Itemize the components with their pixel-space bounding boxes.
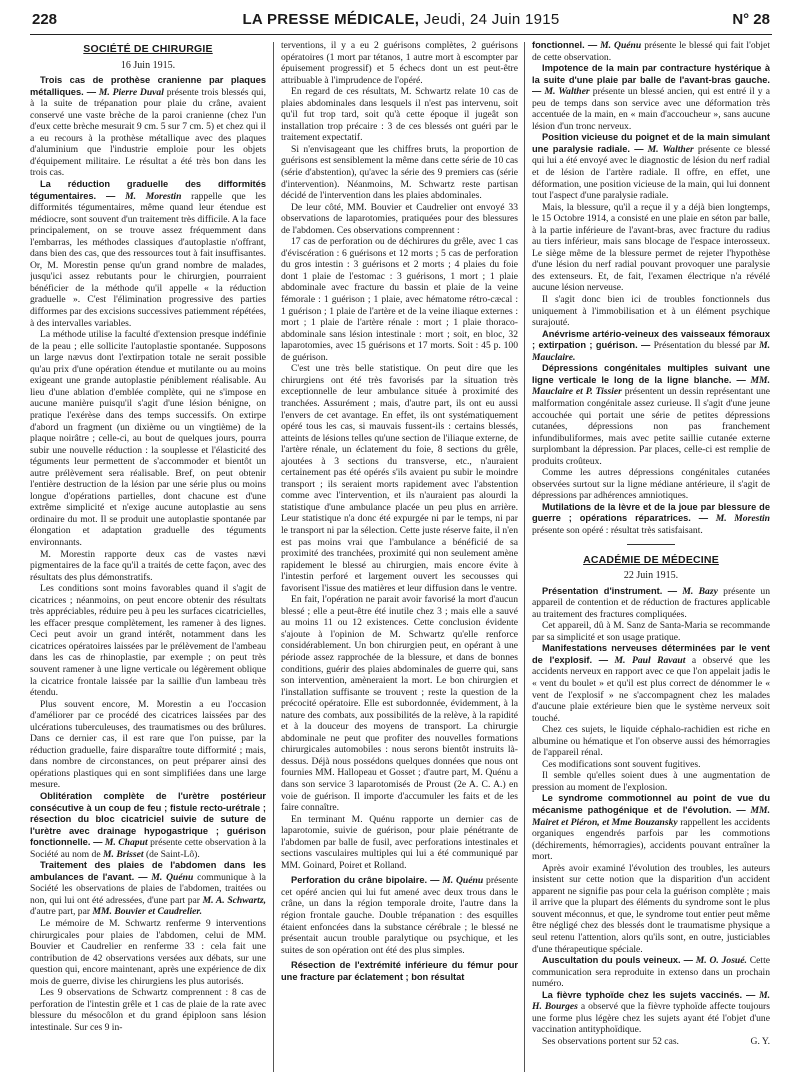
paragraph: Les 9 observations de Schwartz comprennent : 8 cas de perforation de l'intestin grêle et 1 cas de plaie de la rate avec blessure du mésocôlon et du grand épiploon sans lésion intestinale. Sur ces 9 in- [30,987,266,1033]
page-header [30,8,772,35]
column-rule [524,42,525,1072]
paragraph: C'est une très belle statistique. On peut dire que les chirurgiens ont été très favorisés par la situation très exceptionnelle de leur ambulance située à proximité des tranchées. Assurément ; mais, d'autre part, ils ont eu aussi l'envers de cet avantage. En effet, ils ont systématiquement opéré tous les cas, si mauvais fussent-ils : certains blessés, atteints de lésions telles qu'une section de l'iliaque externe, de l'artère rénale, un éclatement du foie, 8 sections du grêle, ajoutées à 3 sections du transverse, etc., n'auraient certainement pas été opérés s'ils avaient pu subir le moindre transport ; ils seraient morts rapidement avec l'abstention comme avec l'intervention, et ils n'auraient pas alourdi la statistique d'une ambulance placée un peu plus en arrière. Leur statistique n'a donc été expurgée ni par le temps, ni par le transport ni par la sélection. Cette juste réserve faite, il n'en est pas moins vrai que l'ambulance a bénéficié de sa proximité des tranchées, proximité qui non seulement amène rapidement le blessé au chirurgien, mais encore évite à l'intestin perforé et largement ouvert les secousses qui favorisent l'issue des matières et leur diffusion dans le ventre. [281,363,518,594]
article: Oblitération complète de l'urètre postérieur consécutive à un coup de feu ; fistule recto-urétrale ; résection du bloc cicatriciel suivie de suture de l'urètre avec drainage hypogastrique ; guérison fonctionnelle. — M. Chaput présente cette observation à la Société au nom de M. Brisset (de Saint-Lô). [30,791,266,860]
article: La réduction graduelle des difformités tégumentaires. — M. Morestin rappelle que les difformités tégumentaires, même quand leur étendue est médiocre, sont souvent d'un traitement très difficile. A la face principalement, on se trouve assez fréquemment dans l'embarras, les méthodes classiques d'autoplastie n'offrant, dans bien des cas, que des ressources tout à fait insuffisantes. Or, M. Morestin pense qu'un grand nombre de malades, jusqu'ici assez rebutants pour le chirurgien, pourraient bénéficier de la méthode qu'il appelle « la réduction graduelle ». C'est l'élimination progressive des parties difformes par des excisions successives patiemment répétées, à des intervalles variables. [30,179,266,329]
article: fonctionnel. — M. Quénu présente le blessé qui fait l'objet de cette observation. [532,40,770,63]
article: Traitement des plaies de l'abdomen dans les ambulances de l'avant. — M. Quénu communique à la Société les observations de plaies de l'abdomen, traitées ou non, qui lui ont été adressées, d'une part par M. A. Schwartz, d'autre part, par MM. Bouvier et Caudrelier. [30,860,266,918]
paragraph: terventions, il y a eu 2 guérisons complètes, 2 guérisons opératoires (1 mort par tétanos, 1 autre mort à escompter par épuisement progressif) et 5 échecs dont un est peut-être attribuable à l'imprudence de l'opéré. [281,40,518,86]
journal-name: LA PRESSE MÉDICALE, [242,11,420,28]
article: Auscultation du pouls veineux. — M. O. Josué. Cette communication sera reproduite in extenso dans un prochain numéro. [532,955,770,990]
paragraph: Ces modifications sont souvent fugitives. [542,758,701,770]
article: Position vicieuse du poignet et de la main simulant une paralysie radiale. — M. Walther présente ce blessé qui lui a été envoyé avec le diagnostic de lésion du nerf radial et de lésion de l'artère radiale. Il offre, en effet, une déformation, une position vicieuse de la main, qui lui donnent tout l'aspect d'une paralysie radiale. [532,132,770,202]
section-title: SOCIÉTÉ DE CHIRURGIE [83,43,213,55]
paragraph: En regard de ces résultats, M. Schwartz relate 10 cas de plaies abdominales dans lesquels il n'est pas intervenu, soit qu'il fut trop tard, soit qu'à cette époque il jugeât son installation trop précaire : 3 de ces blessés ont guéri par le traitement expectatif. [281,86,518,144]
section-separator [627,544,675,545]
paragraph: Le mémoire de M. Schwartz renferme 9 interventions chirurgicales pour plaies de l'abdomen, celui de MM. Bouvier et Caudrelier en renferme 33 : cela fait une contribution de 42 observations versées aux débats, sur une question qui, encore maintenant, après une expérience de dix mois de guerre, divise les chirurgiens les plus autorisés. [30,918,266,987]
issue-date: Jeudi, 24 Juin 1915 [423,11,560,28]
issue-number: N° 28 [732,11,770,28]
signature: G. Y. [750,1035,770,1047]
section-title: ACADÉMIE DE MÉDECINE [583,553,719,566]
paragraph: Il s'agit donc bien ici de troubles fonctionnels dus uniquement à l'immobilisation et à un élément psychique surajouté. [532,294,770,329]
paragraph: La méthode utilise la faculté d'extension presque indéfinie de la peau ; elle sollicite l'autoplastie spontanée. Supposons un large nævus dont l'extirpation totale ne serait possible qu'au prix d'une opération étendue et mutilante ou au moins exigeant une grande autoplastie péniblement réalisable. Au lieu d'une ablation d'emblée complète, qui ne s'impose en aucune manière puisqu'il s'agit d'une lésion bénigne, on pratique l'exérèse dans des temps successifs. On extirpe d'abord un fragment (un dixième ou un vingtième) de la plaque noirâtre ; celle-ci, au bout de quelques jours, pourra subir une nouvelle réduction : la souplesse et l'élasticité des téguments leur permettent de s'accommoder et bientôt un autre prélèvement sera réalisable. Bref, on peut obtenir l'entière destruction de la lésion par une série plus ou moins longue d'opérations partielles, dont chacune est d'une extrême simplicité et n'exige aucune autoplastie au sens ordinaire du mot. Il se produit une autoplastie spontanée par élongation et adaptation graduelle des téguments environnants. [30,329,266,548]
column-1 [30,40,266,1074]
article: Présentation d'instrument. — M. Bazy présente un appareil de contention et de réduction de fractures applicable au traitement des fractures compliquées. [532,585,770,620]
column-rule [273,42,274,1072]
column-2 [281,40,518,1074]
article: Résection de l'extrémité inférieure du fémur pour une fracture par éclatement ; bon résultat [281,960,518,982]
paragraph: En terminant M. Quénu rapporte un dernier cas de laparotomie, suivie de guérison, pour plaie pénétrante de l'abdomen par balle de fusil, avec perforations intestinales et sections vasculaires multiples qui lui a été communiqué par MM. Goinard, Poiret et Rolland. [281,813,518,871]
section-date: 16 Juin 1915. [120,59,176,71]
section-date: 22 Juin 1915. [623,570,679,582]
paragraph: Mais, la blessure, qu'il a reçue il y a déjà bien longtemps, le 15 Octobre 1914, a consisté en une plaie en séton par balle, à la partie inférieure de l'avant-bras, avec fracture du radius au tiers inférieur, mais sans blocage de l'espace interosseux. Le siège même de la blessure permet de rejeter l'hypothèse d'une lésion du nerf radial pouvant provoquer une paralysie des extenseurs. Et, de fait, l'examen électrique n'a révélé aucune lésion nerveuse. [532,201,770,294]
paragraph: 17 cas de perforation ou de déchirures du grêle, avec 1 cas d'éviscération : 6 guérisons et 12 morts ; 5 cas de perforation du gros intestin : 3 guérisons et 2 morts ; 4 plaies du foie dont 1 plaie de l'estomac : 3 guérisons, 1 mort ; 1 plaie abdominale avec fracture du bassin et plaie de la veine fémorale : 1 guérison ; 1 plaie, avec hématome rétro-cæcal : 1 guérison ; 1 plaie de l'artère et de la veine iliaque externes : mort ; 1 plaie de l'artère rénale : mort ; 1 plaie thoraco-abdominale sans lésion intestinale : mort ; soit, en bloc, 32 laparotomies, avec 15 guérisons et 17 morts. Soit : 45 p. 100 de guérison. [281,236,518,363]
paragraph: Cet appareil, dû à M. Sanz de Santa-Maria se recommande par sa simplicité et son usage pratique. [532,620,770,643]
journal-title [30,11,772,28]
article: Impotence de la main par contracture hystérique à la suite d'une plaie par balle de l'avant-bras gauche. — M. Walther présente un blessé ancien, qui est entré il y a peu de temps dans son service avec une déformation très accentuée de la main, en « main d'accoucheur », sans aucune lésion d'un tronc nerveux. [532,63,770,132]
paragraph: De leur côté, MM. Bouvier et Caudrelier ont envoyé 33 observations de laparotomies, pratiquées pour des blessures de l'abdomen. Ces observations comprennent : [281,201,518,236]
page-number: 228 [32,11,58,28]
article: Anévrisme artério-veineux des vaisseaux fémoraux ; extirpation ; guérison. — Présentation du blessé par M. Mauclaire. [532,328,770,363]
paragraph: Ses observations portent sur 52 cas. G. Y. [542,1035,770,1047]
article: Dépressions congénitales multiples suivant une ligne verticale le long de la ligne blanche. — MM. Mauclaire et P. Tissier présentent un dessin représentant une malformation congénitale assez curieuse. Il s'agit d'une jeune accouchée qui portait une série de petites dépressions cutanées, dépressions non pas franchement infundibuliformes, mais avec petite saillie cutanée externe surplombant la dépression. Par places, celle-ci est remplie de produits croûteux. [532,363,770,467]
paragraph: Chez ces sujets, le liquide céphalo-rachidien est riche en albumine ou hématique et l'on observe aussi des hémorragies de l'appareil rénal. [532,724,770,759]
paragraph: Si n'envisageant que les chiffres bruts, la proportion de guérisons est sensiblement la même dans cette série de 10 cas (série d'abstention), qu'avec la série des 9 premiers cas (série d'intervention). Néanmoins, M. Schwartz reste partisan décidé de l'intervention dans les plaies abdominales. [281,143,518,202]
article: Mutilations de la lèvre et de la joue par blessure de guerre ; opérations réparatrices. — M. Morestin présente son opéré : résultat très satisfaisant. [532,501,770,536]
article: Perforation du crâne bipolaire. — M. Quénu présente cet opéré ancien qui lui fut amené avec deux trous dans le crâne, un dans la région temporale droite, l'autre dans la région frontale gauche. Double trépanation : des esquilles étaient enfoncées dans la substance cérébrale ; le blessé ne présentait aucun trouble paralytique ou psychique, et les suites de son opération ont été des plus simples. [281,875,518,956]
paragraph: M. Morestin rapporte deux cas de vastes nævi pigmentaires de la face qu'il a traités de cette façon, avec des résultats des plus démonstratifs. [30,548,266,583]
paragraph: Il semble qu'elles soient dues à une augmentation de pression au moment de l'explosion. [532,770,770,793]
paragraph: Après avoir examiné l'évolution des troubles, les auteurs insistent sur cette notion que la disparition d'un accident apparent ne signifie pas pour cela la guérison complète ; mais il arrive que la plupart des éléments du syndrome sont le plus souvent méconnus, et que, le syndrome tout entier peut même être négligé chez des blessés dont le traumatisme physique a seul retenu l'attention, alors qu'ils sont, en outre, justiciables d'une thérapeutique spéciale. [532,862,770,955]
article: La fièvre typhoïde chez les sujets vaccinés. — M. H. Bourges a observé que la fièvre typhoïde affecte toujours une forme plus légère chez les sujets ayant été l'objet d'une vaccination antityphoïdique. [532,989,770,1036]
article: Le syndrome commotionnel au point de vue du mécanisme pathogénique et de l'évolution. — MM. Mairet et Piéron, et Mme Bouzansky rappellent les accidents organiques engendrés parfois par les commotions (déchirements, hémorragies), accidents pouvant entraîner la mort. [532,793,770,863]
article: Trois cas de prothèse cranienne par plaques métalliques. — M. Pierre Duval présente trois blessés qui, à la suite de trépanation pour plaie du crâne, avaient conservé une vaste brèche de la paroi cranienne (chez l'un d'eux cette brèche mesurait 9 cm. 5 sur 7 cm. 5) et chez qui il a eu recours à la prothèse métallique avec des plaques d'aluminium que l'industrie emploie pour les objets d'équipement militaire. Le résultat a été très bon dans les trois cas. [30,75,266,179]
paragraph: Les conditions sont moins favorables quand il s'agit de cicatrices ; néanmoins, on peut encore obtenir des résultats très appréciables, réduire peu à peu les surfaces cicatricielles, les effacer presque complètement, les ramener à des lignes. Ceci peut avoir un grand intérêt, notamment dans les cicatrices opératoires laissées par le prélèvement de l'ambeau dans les cas de rhinoplastie, par exemple ; on peut très souvent ramener à une ligne verticale ou légèrement oblique la cicatrice frontale laissée par la saillie d'un lambeau très étendu. [30,583,266,699]
column-3 [532,40,770,1074]
paragraph: En fait, l'opération ne parait avoir favorisé la mort d'aucun blessé ; elle a peut-être été inutile chez 3 ; mais elle a sauvé au moins 11 ou 12 existences. Cette conclusion évidente s'ajoute à l'opinion de M. Schwartz qu'elle renforce considérablement. Un bon chirurgien peut, en opérant à une période assez rapprochée de la blessure, et dans de bonnes conditions, guérir des plaies abdominales de guerre qui, sans son intervention, amèneraient la mort. Le bon chirurgien et l'installation suffisante se trouvent ; reste la question de la précocité opératoire. Elle est subordonnée, évidemment, à la nature des combats, aux possibilités de la relève, à la rapidité et à la douceur des moyens de transport. La chirurgie abdominale ne peut que profiter des nouvelles formations chirurgicales automobiles : nous serons bientôt instruits là-dessus. Déjà nous possédons quelques données que nous ont fournies MM. Hallopeau et Gosset ; d'autre part, M. Quénu a dans son service 3 laparotomisés de Proust (2e A. C. A.) en voie de guérison. Il importe d'accumuler les faits et de les faire connaître. [281,594,518,814]
paragraph: Plus souvent encore, M. Morestin a eu l'occasion d'améliorer par ce procédé des cicatrices laissées par des ulcérations tuberculeuses, des traumatismes ou des brûlures. Dans ce dernier cas, il est rare que l'on puisse, par la réduction graduelle, faire disparaître toute difformité ; mais, dans nombre de circonstances, on peut préparer ainsi des opérations plastiques qui en sont simplifiées dans une large mesure. [30,698,266,791]
paragraph: Comme les autres dépressions congénitales cutanées observées surtout sur la ligne médiane antérieure, il s'agit de dépressions par adhérences amniotiques. [532,467,770,502]
article: Manifestations nerveuses déterminées par le vent de l'explosif. — M. Paul Ravaut a observé que les accidents nerveux en rapport avec ce que l'on appelait jadis le « vent du boulet » et qu'il est plus correct de dénommer le « vent de l'explosif » ne s'accompagnent chez les malades d'aucune plaie extérieure bien que le système nerveux soit touché. [532,643,770,724]
